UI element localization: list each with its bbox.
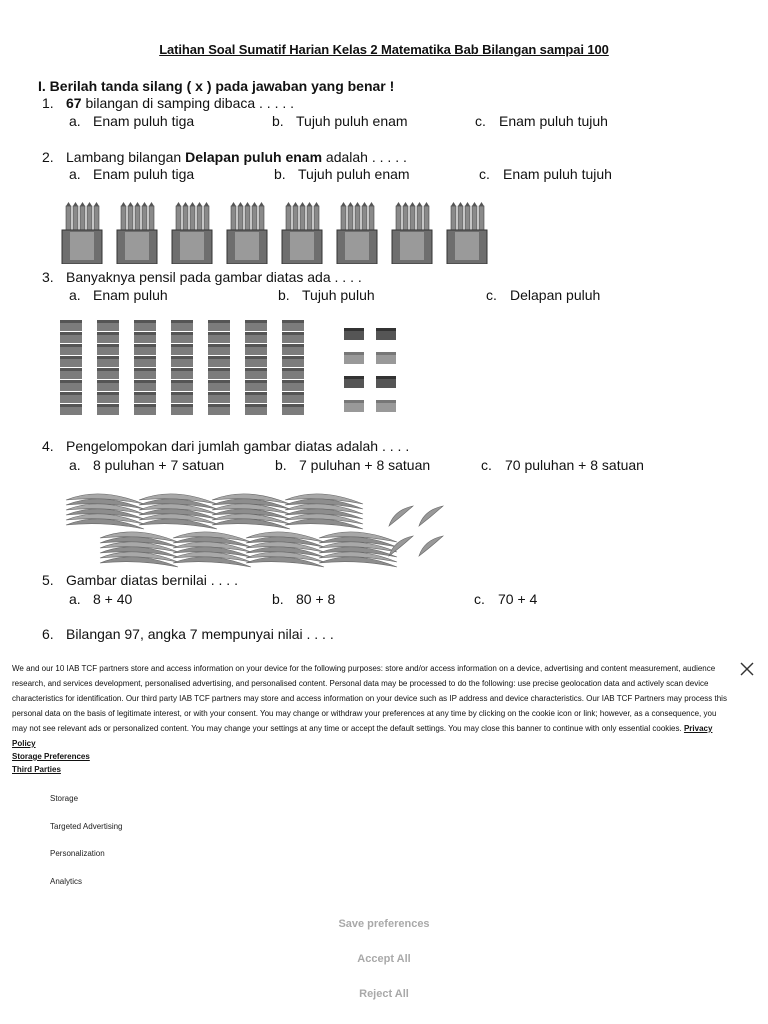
block-unit	[171, 404, 193, 415]
block-unit	[245, 332, 267, 343]
question-6: 6. Bilangan 97, angka 7 mempunyai nilai . . . .	[42, 626, 334, 642]
tens-block-stack	[282, 320, 304, 416]
block-unit	[282, 392, 304, 403]
option-2b: b. Tujuh puluh enam	[274, 166, 410, 182]
block-unit	[245, 356, 267, 367]
third-parties-link[interactable]: Third Parties	[12, 765, 61, 774]
block-unit	[245, 344, 267, 355]
block-unit	[97, 392, 119, 403]
tens-block-stack	[208, 320, 230, 416]
unit-block	[344, 376, 364, 388]
cookie-consent-banner	[0, 655, 768, 1024]
question-5: 5. Gambar diatas bernilai . . . .	[42, 572, 238, 588]
question-4: 4. Pengelompokan dari jumlah gambar diatas adalah . . . .	[42, 438, 410, 454]
bananas-picture	[60, 488, 460, 574]
option-5b: b. 80 + 8	[272, 591, 336, 607]
block-unit	[282, 380, 304, 391]
pencil-box-image	[225, 202, 269, 264]
block-unit	[97, 332, 119, 343]
block-unit	[134, 344, 156, 355]
single-banana-image	[416, 504, 446, 530]
block-unit	[60, 380, 82, 391]
question-number: 1.	[42, 95, 54, 111]
block-unit	[134, 380, 156, 391]
pencil-box-image	[445, 202, 489, 264]
pencil-box-image	[170, 202, 214, 264]
tens-block-stack	[60, 320, 82, 416]
block-unit	[171, 356, 193, 367]
purpose-targeted-advertising[interactable]: Targeted Advertising	[50, 822, 123, 831]
unit-block	[344, 328, 364, 340]
block-unit	[282, 404, 304, 415]
block-unit	[60, 356, 82, 367]
single-banana-image	[416, 534, 446, 560]
block-unit	[208, 320, 230, 331]
reject-all-button[interactable]: Reject All	[359, 988, 409, 1000]
block-unit	[60, 344, 82, 355]
block-unit	[60, 332, 82, 343]
block-unit	[171, 332, 193, 343]
block-unit	[134, 392, 156, 403]
pencil-box-image	[115, 202, 159, 264]
purpose-personalization[interactable]: Personalization	[50, 849, 105, 858]
block-unit	[282, 368, 304, 379]
block-unit	[134, 404, 156, 415]
privacy-policy-link[interactable]: Privacy Policy	[12, 724, 713, 748]
unit-block	[376, 400, 396, 412]
purpose-analytics[interactable]: Analytics	[50, 877, 83, 886]
question-bold-number: 67	[66, 95, 82, 111]
single-banana-image	[386, 534, 416, 560]
block-unit	[208, 368, 230, 379]
option-1a: a. Enam puluh tiga	[69, 113, 195, 129]
block-unit	[134, 368, 156, 379]
unit-block	[376, 352, 396, 364]
block-unit	[282, 344, 304, 355]
close-icon	[738, 660, 756, 678]
block-unit	[208, 356, 230, 367]
block-unit	[134, 332, 156, 343]
close-banner-button[interactable]	[738, 660, 756, 678]
option-2a: a. Enam puluh tiga	[69, 166, 195, 182]
block-unit	[245, 404, 267, 415]
option-5c: c. 70 + 4	[474, 591, 538, 607]
block-unit	[60, 392, 82, 403]
option-1b: b. Tujuh puluh enam	[272, 113, 408, 129]
purpose-storage[interactable]: Storage	[50, 794, 79, 803]
unit-block	[376, 328, 396, 340]
tens-block-stack	[97, 320, 119, 416]
block-unit	[97, 344, 119, 355]
block-unit	[171, 380, 193, 391]
pencil-box-image	[60, 202, 104, 264]
question-2: 2. Lambang bilangan Delapan puluh enam adalah . . . . .	[42, 149, 407, 165]
option-2c: c. Enam puluh tujuh	[479, 166, 612, 182]
block-unit	[171, 344, 193, 355]
block-unit	[134, 320, 156, 331]
tens-block-stack	[245, 320, 267, 416]
block-unit	[97, 404, 119, 415]
block-unit	[245, 368, 267, 379]
block-unit	[60, 320, 82, 331]
block-unit	[208, 404, 230, 415]
pencil-box-image	[280, 202, 324, 264]
option-4a: a. 8 puluhan + 7 satuan	[69, 457, 225, 473]
option-1c: c. Enam puluh tujuh	[475, 113, 608, 129]
section-heading: I. Berilah tanda silang ( x ) pada jawaban yang benar !	[38, 78, 395, 94]
block-unit	[245, 380, 267, 391]
option-3a: a. Enam puluh	[69, 287, 168, 303]
option-3b: b. Tujuh puluh	[278, 287, 375, 303]
block-unit	[171, 392, 193, 403]
block-unit	[60, 404, 82, 415]
block-unit	[208, 344, 230, 355]
accept-all-button[interactable]: Accept All	[357, 953, 411, 965]
consent-description: We and our 10 IAB TCF partners store and access information on your device for the following purposes: store and/or access information on a device, advertising and content measurement, audience research, and services development, personalised advertising, and personalised content. Personal data may be processed to do the following: use precise geolocation data and actively scan device characteristics for identification. Our third party IAB TCF partners may store and access information on your device such as IP address and device characteristics. Our IAB TCF Partners may process this personal data on the basis of legitimate interest, or with your consent. You may change or withdraw your preferences at any time by clicking on the cookie icon or link; however, as a consequence, you may not see relevant ads or personalized content. You may change your settings at any time or accept the default settings. You may close this banner to continue with only essential cookies. Privacy Policy	[12, 664, 727, 748]
save-preferences-button[interactable]: Save preferences	[338, 918, 430, 930]
block-unit	[208, 332, 230, 343]
option-5a: a. 8 + 40	[69, 591, 133, 607]
block-unit	[60, 368, 82, 379]
block-unit	[245, 320, 267, 331]
worksheet-title: Latihan Soal Sumatif Harian Kelas 2 Matematika Bab Bilangan sampai 100	[159, 42, 609, 57]
block-unit	[97, 356, 119, 367]
block-unit	[208, 392, 230, 403]
question-3: 3. Banyaknya pensil pada gambar diatas ada . . . .	[42, 269, 362, 285]
pencil-boxes-picture	[60, 202, 480, 266]
tens-block-stack	[171, 320, 193, 416]
option-4b: b. 7 puluhan + 8 satuan	[275, 457, 431, 473]
block-unit	[97, 380, 119, 391]
single-banana-image	[386, 504, 416, 530]
block-unit	[245, 392, 267, 403]
pencil-box-image	[335, 202, 379, 264]
block-unit	[171, 368, 193, 379]
block-unit	[282, 320, 304, 331]
block-unit	[97, 320, 119, 331]
unit-block	[376, 376, 396, 388]
block-unit	[134, 356, 156, 367]
block-unit	[208, 380, 230, 391]
question-1	[42, 95, 294, 111]
block-unit	[97, 368, 119, 379]
tens-block-stack	[134, 320, 156, 416]
unit-block	[344, 352, 364, 364]
pencil-box-image	[390, 202, 434, 264]
block-unit	[171, 320, 193, 331]
tens-and-units-blocks-picture	[60, 320, 400, 420]
option-4c: c. 70 puluhan + 8 satuan	[481, 457, 644, 473]
storage-preferences-link[interactable]: Storage Preferences	[12, 752, 90, 761]
option-3c: c. Delapan puluh	[486, 287, 601, 303]
block-unit	[282, 332, 304, 343]
block-unit	[282, 356, 304, 367]
unit-block	[344, 400, 364, 412]
question-text: bilangan di samping dibaca . . . . .	[81, 95, 295, 111]
